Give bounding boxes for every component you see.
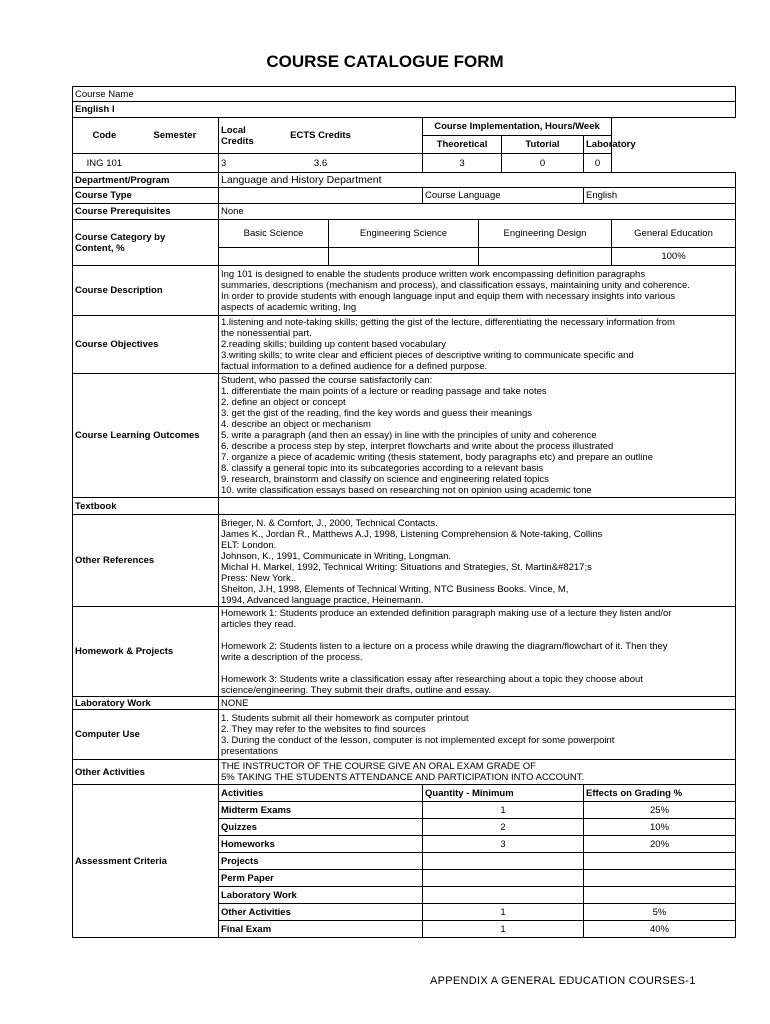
assessment-effect: 5%	[584, 904, 736, 921]
homework-value	[219, 607, 736, 697]
homework-line: articles they read.	[221, 618, 296, 630]
engineering-science-header: Engineering Science	[329, 220, 479, 248]
course-semester	[134, 158, 216, 169]
assessment-quantity	[423, 887, 584, 904]
outcomes-value	[219, 374, 736, 498]
course-type-label: Course Type	[73, 188, 219, 204]
objectives-line: 2.reading skills; building up content based vocabulary	[221, 339, 446, 350]
computer-use-line: presentations	[221, 745, 279, 757]
assessment-effect: 25%	[584, 802, 736, 819]
assessment-activity: Perm Paper	[219, 870, 423, 887]
objectives-line: 1.listening and note-taking skills; getting the gist of the lecture, differentiating the necessary information from	[221, 317, 675, 328]
reference-line: Press: New York..	[221, 573, 296, 584]
description-line: summaries, descriptions (mechanism and process), and classification essays, maintaining unity and coherence.	[221, 279, 690, 291]
assessment-effect	[584, 887, 736, 904]
assessment-effect: 40%	[584, 921, 736, 938]
course-language-value: English	[584, 188, 736, 204]
assessment-label: Assessment Criteria	[73, 785, 219, 938]
description-value	[219, 266, 736, 316]
computer-use-line: 3. During the conduct of the lesson, computer is not implemented except for some powerpoint	[221, 734, 615, 746]
reference-line: Michal H. Markel, 1992, Technical Writing: Situations and Strategies, St. Martin&#8217;s	[221, 562, 592, 573]
reference-line: Brieger, N. & Comfort, J., 2000, Technical Contacts.	[221, 518, 438, 529]
assessment-quantity: 1	[423, 802, 584, 819]
assessment-quantity	[423, 870, 584, 887]
assessment-activity: Homeworks	[219, 836, 423, 853]
objectives-label: Course Objectives	[73, 316, 219, 374]
outcomes-line: 7. organize a piece of academic writing (thesis statement, body paragraphs etc) and prepare an outline	[221, 452, 653, 463]
theoretical-value: 3	[423, 154, 502, 173]
department-label: Department/Program	[73, 173, 219, 188]
ects-credits-value: 3.6	[219, 154, 423, 173]
assessment-activity: Final Exam	[219, 921, 423, 938]
assessment-effect: 10%	[584, 819, 736, 836]
reference-line: ELT: London.	[221, 540, 277, 551]
lab-work-label: Laboratory Work	[73, 697, 219, 710]
outcomes-line: 4. describe an object or mechanism	[221, 419, 371, 430]
outcomes-line: 10. write classification essays based on researching not on opinion using academic tone	[221, 485, 592, 496]
outcomes-line: Student, who passed the course satisfactorily can:	[221, 375, 433, 386]
outcomes-line: 5. write a paragraph (and then an essay) in line with the principles of unity and coherence	[221, 430, 597, 441]
laboratory-value: 0	[584, 154, 612, 173]
course-code-cell	[73, 154, 219, 173]
course-language-label: Course Language	[423, 188, 584, 204]
prerequisites-label: Course Prerequisites	[73, 204, 219, 220]
tutorial-value: 0	[502, 154, 584, 173]
assessment-quantity: 1	[423, 921, 584, 938]
other-activities-line: THE INSTRUCTOR OF THE COURSE GIVE AN ORAL EXAM GRADE OF	[221, 761, 536, 772]
assessment-quantity-header: Quantity - Minimum	[423, 785, 584, 802]
description-line: In order to provide students with enough language input and equip them with necessary insights into various	[221, 290, 676, 302]
code-header-label: Code	[92, 130, 117, 141]
outcomes-line: 3. get the gist of the reading, find the key words and guess their meanings	[221, 408, 533, 419]
homework-line: Homework 2: Students listen to a lecture on a process while drawing the diagram/flowchart of it. Then they	[221, 640, 668, 652]
laboratory-header: Laboratory	[584, 136, 612, 154]
objectives-line: factual information to a defined audience for a defined purpose.	[221, 361, 488, 372]
outcomes-line: 6. describe a process step by step, interpret flowcharts and write about the process illustrated	[221, 441, 614, 452]
assessment-activity: Quizzes	[219, 819, 423, 836]
engineering-science-value	[329, 248, 479, 266]
outcomes-line: 8. classify a general topic into its subcategories according to a relevant basis	[221, 463, 544, 474]
homework-line: Homework 1: Students produce an extended definition paragraph making use of a lecture they listen and/or	[221, 607, 672, 619]
code-header	[73, 118, 219, 154]
engineering-design-header: Engineering Design	[479, 220, 612, 248]
assessment-effect: 20%	[584, 836, 736, 853]
homework-line: Homework 3: Students write a classification essay after researching about a topic they choose about	[221, 673, 643, 685]
reference-line: 1994, Advanced language practice, Heinemann.	[221, 595, 424, 606]
prerequisites-value: None	[219, 204, 736, 220]
course-catalogue-table: Course Name English I Code Semester Local Credits ECTS Credits Course Implementation, Hours/Week Theoretical Tutorial Laboratory ING 101 3 3.6 3 0 0 Department/Program Language and History Department Course Type Course Language English Course Prerequisites None Course Category by Content, % Basic Science Engineering Science Engineering Design General Education 100% Course Description Ing 101 is designed to enable the students produce written work encompassing definition paragraphs summaries, descriptions (mechanism and process), and classification essays, maintaining unity and coherence. In order to provide students with enough language input and equip them with necessary insights into various aspects of academic writing, Ing Course Objectives 1.listening and note-taking skills; getting the gist of the lecture, differentiating the necessary information from the nonessential part. 2.reading skills; building up content based vocabulary 3.writing skills; to write clear and efficient pieces of descriptive writing to communicate specific and factual information to a defined audience for a defined purpose. Course Learning Outcomes Student, who passed the course satisfactorily can: 1. differentiate the main points of a lecture or reading passage and take notes 2. define an object or concept 3. get the gist of the reading, find the key words and guess their meanings 4. describe an object or mechanism 5. write a paragraph (and then an essay) in line with the principles of unity and coherence 6. describe a process step by step, interpret flowcharts and write about the process illustrated 7. organize a piece of academic writing (thesis statement, body paragraphs etc) and prepare an outline 8. classify a general topic into its subcategories according to a relevant basis 9. research, brainstorm and classify on science and engineering related topics 10. write classification essays based on researching not on opinion using academic tone Textbook Other References Brieger, N. & Comfort, J., 2000, Technical Contacts. James K., Jordan R., Matthews A.J, 1998, Listening Comprehension & Note-taking, Collins ELT: London. Johnson, K., 1991, Communicate in Writing, Longman. Michal H. Markel, 1992, Technical Writing: Situations and Strategies, St. Martin&#8217;s Press: New York.. Shelton, J.H, 1998, Elements of Technical Writing, NTC Business Books. Vince, M, 1994, Advanced language practice, Heinemann. Homework & Projects Homework 1: Students produce an extended definition paragraph making use of a lecture they listen and/or articles they read. Homework 2: Students listen to a lecture on a process while drawing the diagram/flowchart of it. Then they write a description of the process. Homework 3: Students write a classification essay after researching about a topic they choose about science/engineering. They submit their drafts, outline and essay. Laboratory Work NONE Computer Use 1. Students submit all their homework as computer printout 2. They may refer to the websites to find sources 3. During the conduct of the lesson, computer is not implemented except for some powerpoint presentations Other Activities THE INSTRUCTOR OF THE COURSE GIVE AN ORAL EXAM GRADE OF 5% TAKING THE STUDENTS ATTENDANCE AND PARTICIPATION INTO ACCOUNT. Assessment Criteria Activities Quantity - Minimum Effects on Grading % Midterm Exams 1 25% Quizzes 2 10% Homeworks 3 20% Projects Perm Paper Laboratory Work Other Activities 1 5% Final Exam 1 40%	[72, 86, 736, 938]
course-name-label: Course Name	[73, 87, 736, 102]
basic-science-value	[219, 248, 329, 266]
basic-science-header: Basic Science	[219, 220, 329, 248]
textbook-label: Textbook	[73, 498, 219, 515]
objectives-line: 3.writing skills; to write clear and efficient pieces of descriptive writing to communicate specific and	[221, 350, 634, 361]
semester-header-label: Semester	[153, 130, 197, 141]
assessment-activity: Projects	[219, 853, 423, 870]
course-name: English I	[73, 102, 736, 118]
category-label-line-2: Content, %	[75, 242, 125, 254]
course-type-value	[219, 188, 423, 204]
outcomes-line: 9. research, brainstorm and classify on science and engineering related topics	[221, 474, 549, 485]
computer-use-value	[219, 710, 736, 760]
lab-work-value: NONE	[219, 697, 736, 710]
computer-use-line: 1. Students submit all their homework as computer printout	[221, 712, 469, 724]
implementation-header: Course Implementation, Hours/Week	[423, 118, 612, 136]
assessment-effects-header: Effects on Grading %	[584, 785, 736, 802]
reference-line: James K., Jordan R., Matthews A.J, 1998, Listening Comprehension & Note-taking, Collins	[221, 529, 603, 540]
description-line: aspects of academic writing, Ing	[221, 301, 357, 313]
theoretical-header: Theoretical	[423, 136, 502, 154]
outcomes-line: 1. differentiate the main points of a lecture or reading passage and take notes	[221, 386, 547, 397]
outcomes-label: Course Learning Outcomes	[73, 374, 219, 498]
ects-credits-header: ECTS Credits	[219, 118, 423, 154]
description-line: Ing 101 is designed to enable the students produce written work encompassing definition paragraphs	[221, 268, 646, 280]
category-label-line-1: Course Category by	[75, 231, 166, 243]
other-activities-line: 5% TAKING THE STUDENTS ATTENDANCE AND PARTICIPATION INTO ACCOUNT.	[221, 772, 585, 783]
assessment-effect	[584, 853, 736, 870]
page-title: COURSE CATALOGUE FORM	[266, 52, 504, 71]
engineering-design-value	[479, 248, 612, 266]
assessment-effect	[584, 870, 736, 887]
tutorial-header: Tutorial	[502, 136, 584, 154]
reference-line: Johnson, K., 1991, Communicate in Writing, Longman.	[221, 551, 452, 562]
objectives-value	[219, 316, 736, 374]
computer-use-label: Computer Use	[73, 710, 219, 760]
outcomes-line: 2. define an object or concept	[221, 397, 346, 408]
objectives-line: the nonessential part.	[221, 328, 312, 339]
assessment-quantity	[423, 853, 584, 870]
references-value	[219, 515, 736, 607]
assessment-quantity: 1	[423, 904, 584, 921]
homework-line: science/engineering. They submit their drafts, outline and essay.	[221, 684, 492, 696]
assessment-activity: Laboratory Work	[219, 887, 423, 904]
homework-label: Homework & Projects	[73, 607, 219, 697]
general-education-value: 100%	[612, 248, 736, 266]
reference-line: Shelton, J.H, 1998, Elements of Technical Writing, NTC Business Books. Vince, M,	[221, 584, 569, 595]
assessment-quantity: 3	[423, 836, 584, 853]
textbook-value	[219, 498, 736, 515]
category-label	[73, 220, 219, 266]
page-footer: APPENDIX A GENERAL EDUCATION COURSES-1	[430, 975, 696, 987]
description-label: Course Description	[73, 266, 219, 316]
assessment-quantity: 2	[423, 819, 584, 836]
assessment-activity: Other Activities	[219, 904, 423, 921]
homework-line: write a description of the process.	[221, 651, 363, 663]
other-activities-label: Other Activities	[73, 760, 219, 785]
assessment-activities-header: Activities	[219, 785, 423, 802]
references-label: Other References	[73, 515, 219, 607]
assessment-activity: Midterm Exams	[219, 802, 423, 819]
other-activities-value	[219, 760, 736, 785]
department-value: Language and History Department	[219, 173, 736, 188]
course-code: ING 101	[86, 157, 123, 169]
computer-use-line: 2. They may refer to the websites to find sources	[221, 723, 426, 735]
general-education-header: General Education	[612, 220, 736, 248]
